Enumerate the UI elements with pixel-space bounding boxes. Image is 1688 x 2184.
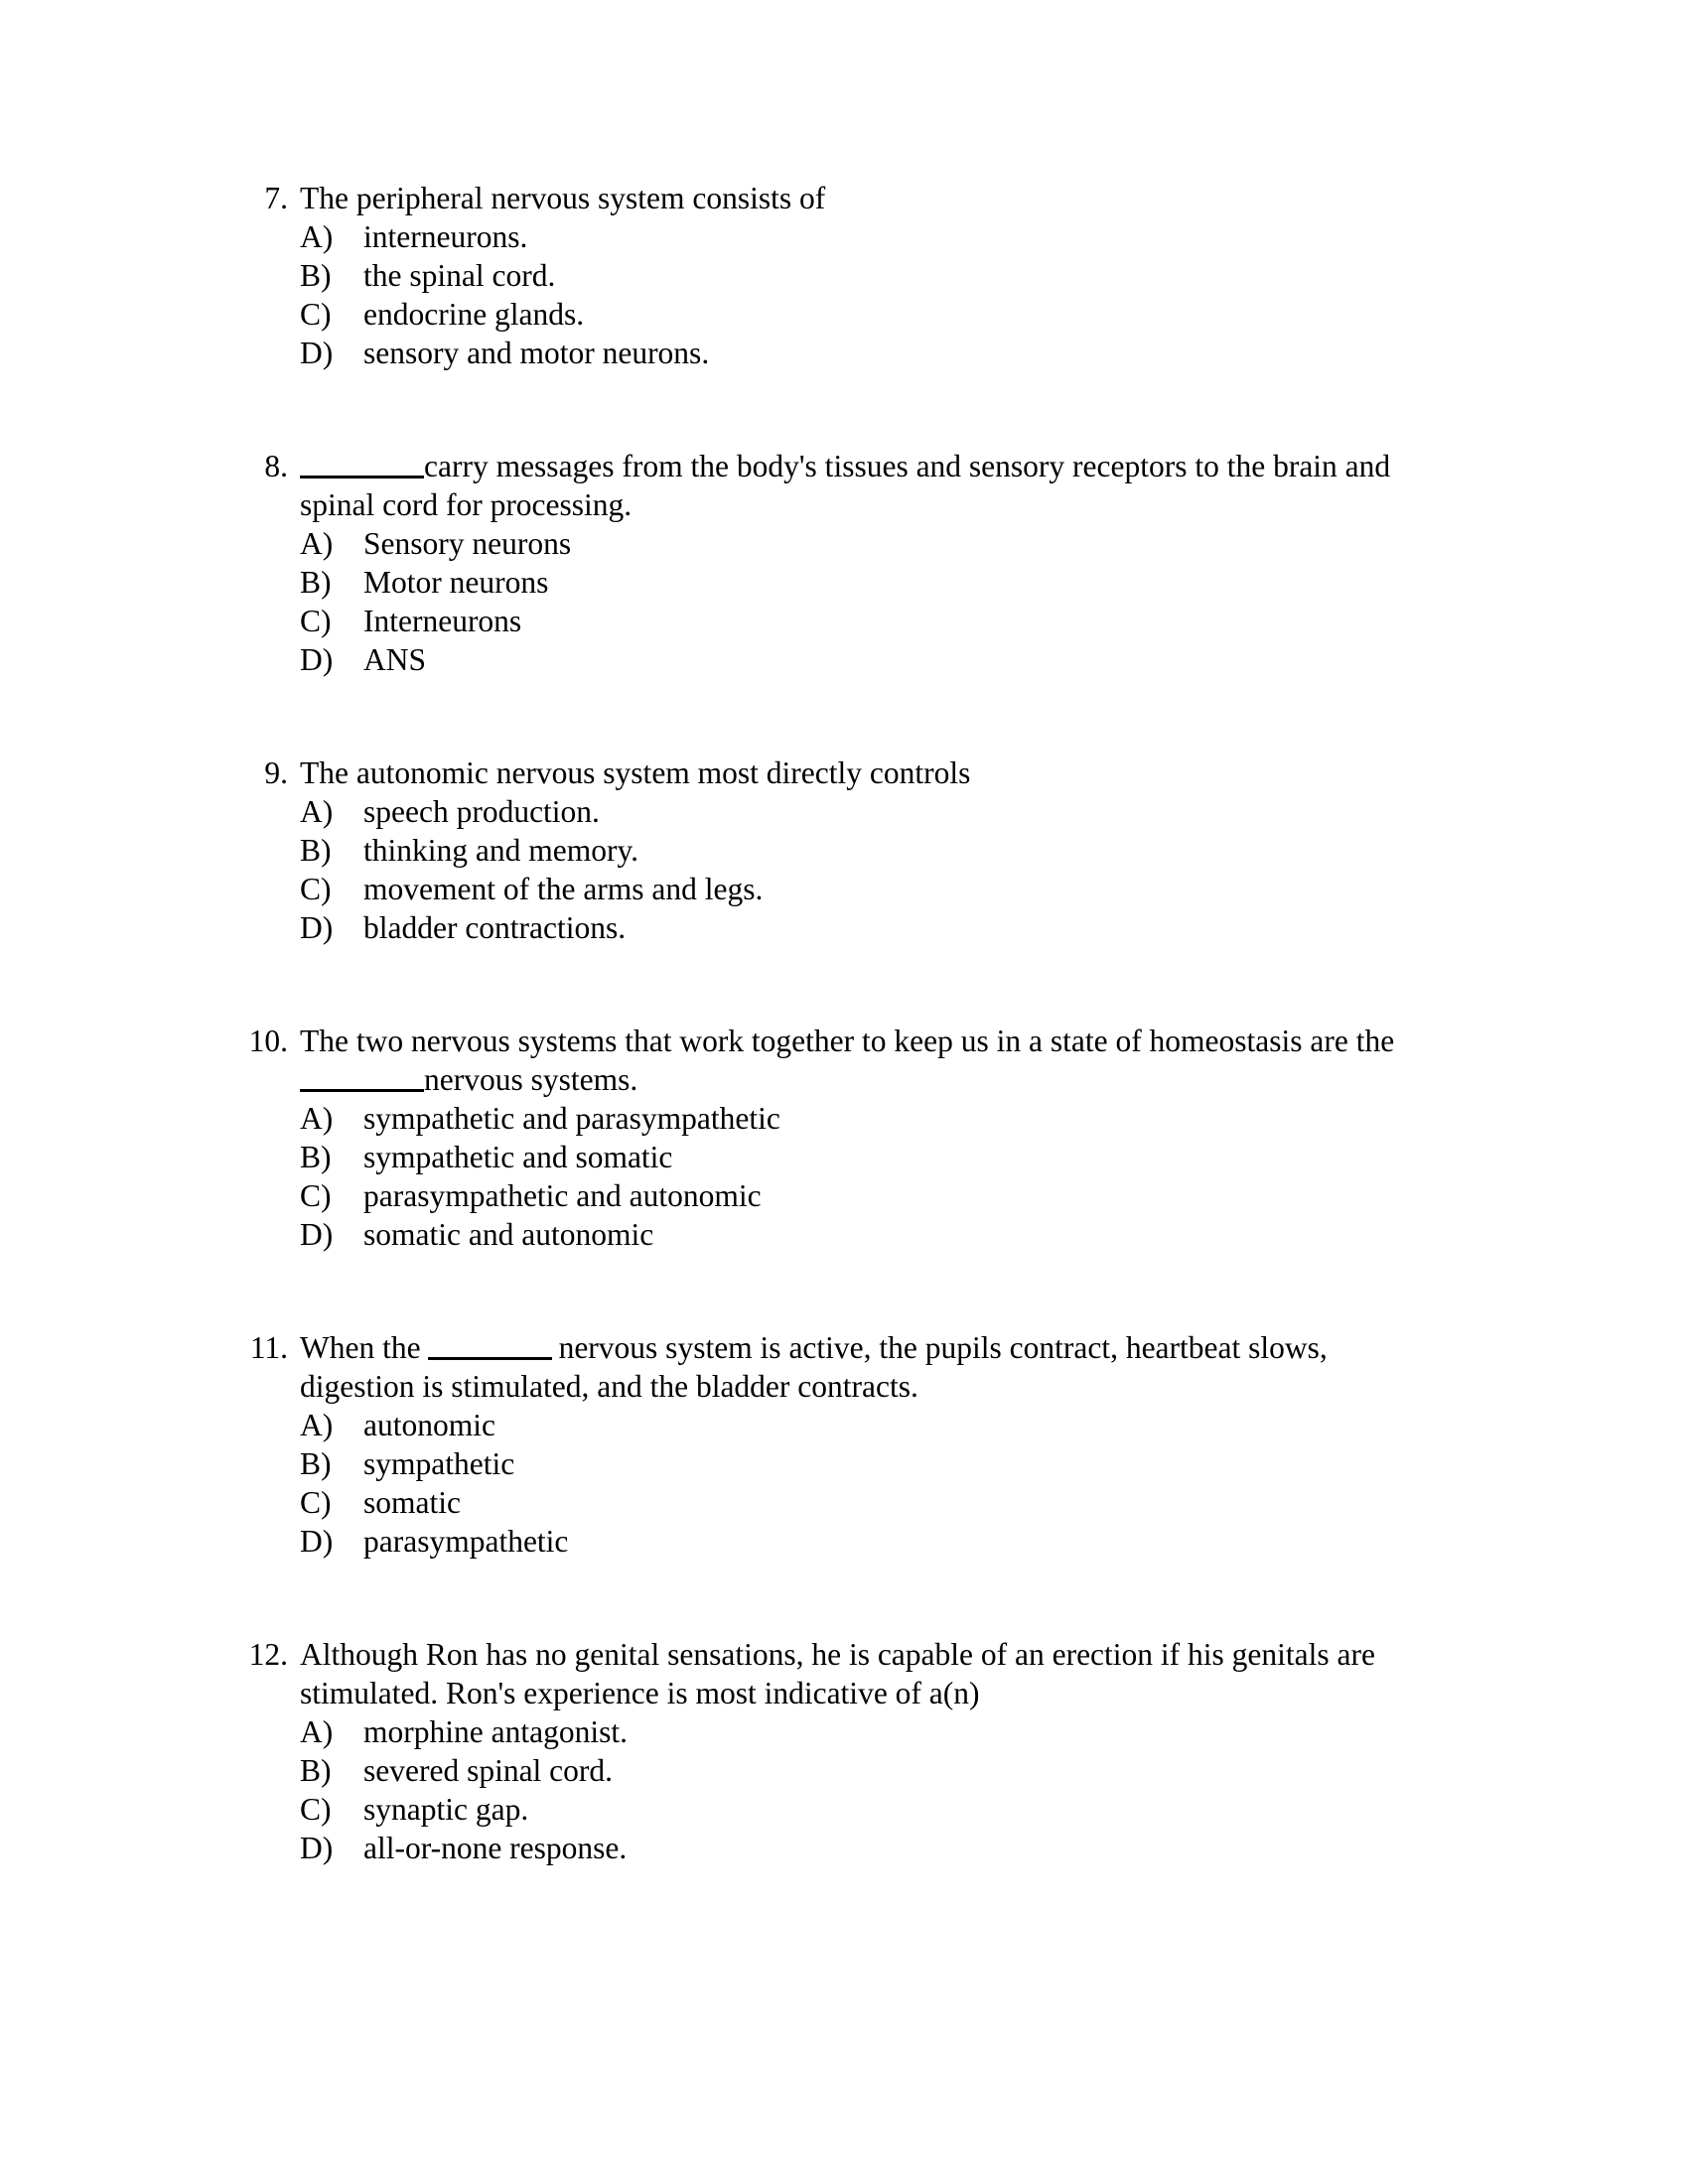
option-text: ANS xyxy=(363,642,427,677)
option-text: somatic xyxy=(363,1485,461,1520)
answer-option[interactable] xyxy=(236,1829,1438,1867)
answer-option[interactable] xyxy=(236,295,1438,334)
answer-option[interactable] xyxy=(236,602,1438,640)
answer-options xyxy=(236,217,1438,372)
question-number: 11. xyxy=(249,1330,288,1365)
question-stem-text xyxy=(300,1022,1438,1099)
option-text: sympathetic and somatic xyxy=(363,1140,673,1174)
fill-in-blank[interactable] xyxy=(300,1067,424,1092)
option-letter: A) xyxy=(300,1714,334,1749)
answer-option[interactable] xyxy=(236,256,1438,295)
option-letter: C) xyxy=(300,1178,332,1213)
option-text: Interneurons xyxy=(363,604,522,638)
answer-option[interactable] xyxy=(236,524,1438,563)
question-stem-text xyxy=(300,1328,1438,1406)
option-letter: D) xyxy=(300,642,334,677)
answer-option[interactable] xyxy=(236,1215,1438,1254)
answer-options xyxy=(236,1712,1438,1867)
option-letter: C) xyxy=(300,1792,332,1827)
option-letter: D) xyxy=(300,910,334,945)
option-text: bladder contractions. xyxy=(363,910,627,945)
option-text: somatic and autonomic xyxy=(363,1217,654,1252)
option-letter: D) xyxy=(300,1217,334,1252)
question-block xyxy=(236,447,1438,679)
option-letter: C) xyxy=(300,872,332,906)
option-text: severed spinal cord. xyxy=(363,1753,614,1788)
stem-text-after-blank: nervous system is active, the pupils contract, heartbeat slows, digestion is stimulated, and the bladder contracts. xyxy=(300,1330,1328,1404)
option-letter: A) xyxy=(300,794,334,829)
question-block xyxy=(236,1022,1438,1254)
option-letter: A) xyxy=(300,526,334,561)
question-stem xyxy=(236,1022,1438,1099)
stem-text-before-blank: Although Ron has no genital sensations, he is capable of an erection if his genitals are stimulated. Ron's experience is most indicative of a(n) xyxy=(300,1637,1375,1710)
option-text: the spinal cord. xyxy=(363,258,556,293)
option-letter: B) xyxy=(300,1140,332,1174)
answer-option[interactable] xyxy=(236,1138,1438,1176)
question-stem xyxy=(236,1328,1438,1406)
option-letter: A) xyxy=(300,219,334,254)
option-letter: D) xyxy=(300,1831,334,1865)
option-text: morphine antagonist. xyxy=(363,1714,628,1749)
option-text: Motor neurons xyxy=(363,565,549,600)
option-letter: D) xyxy=(300,1524,334,1559)
answer-option[interactable] xyxy=(236,640,1438,679)
stem-text-after-blank: carry messages from the body's tissues and sensory receptors to the brain and spinal cord for processing. xyxy=(300,449,1391,522)
answer-option[interactable] xyxy=(236,1099,1438,1138)
answer-option[interactable] xyxy=(236,870,1438,908)
option-letter: B) xyxy=(300,565,332,600)
option-letter: D) xyxy=(300,336,334,370)
option-text: synaptic gap. xyxy=(363,1792,529,1827)
question-block xyxy=(236,1328,1438,1561)
option-letter: B) xyxy=(300,833,332,868)
answer-options xyxy=(236,524,1438,679)
option-text: thinking and memory. xyxy=(363,833,639,868)
answer-option[interactable] xyxy=(236,1790,1438,1829)
option-letter: A) xyxy=(300,1408,334,1442)
question-stem xyxy=(236,1635,1438,1712)
option-text: movement of the arms and legs. xyxy=(363,872,764,906)
option-text: sympathetic and parasympathetic xyxy=(363,1101,780,1136)
option-text: Sensory neurons xyxy=(363,526,572,561)
question-block xyxy=(236,753,1438,947)
answer-option[interactable] xyxy=(236,1406,1438,1444)
answer-options xyxy=(236,1406,1438,1561)
answer-options xyxy=(236,1099,1438,1254)
question-stem-text xyxy=(300,753,1438,792)
answer-option[interactable] xyxy=(236,1483,1438,1522)
stem-text-before-blank: The two nervous systems that work together to keep us in a state of homeostasis are the xyxy=(300,1024,1395,1058)
question-stem-text xyxy=(300,179,1438,217)
option-text: sensory and motor neurons. xyxy=(363,336,710,370)
answer-option[interactable] xyxy=(236,792,1438,831)
question-stem-text xyxy=(300,447,1438,524)
question-number: 12. xyxy=(248,1637,288,1672)
answer-option[interactable] xyxy=(236,1176,1438,1215)
fill-in-blank[interactable] xyxy=(428,1335,552,1360)
question-number: 7. xyxy=(264,181,288,215)
answer-options xyxy=(236,792,1438,947)
answer-option[interactable] xyxy=(236,831,1438,870)
option-letter: B) xyxy=(300,1446,332,1481)
option-letter: B) xyxy=(300,1753,332,1788)
question-number: 10. xyxy=(248,1024,288,1058)
option-text: all-or-none response. xyxy=(363,1831,628,1865)
question-block xyxy=(236,179,1438,372)
stem-text-after-blank: nervous systems. xyxy=(424,1062,638,1097)
question-stem-text xyxy=(300,1635,1438,1712)
answer-option[interactable] xyxy=(236,563,1438,602)
question-stem xyxy=(236,447,1438,524)
stem-text-before-blank: The peripheral nervous system consists of xyxy=(300,181,826,215)
stem-text-before-blank: When the xyxy=(300,1330,421,1365)
answer-option[interactable] xyxy=(236,217,1438,256)
answer-option[interactable] xyxy=(236,1751,1438,1790)
option-text: endocrine glands. xyxy=(363,297,585,332)
question-stem xyxy=(236,179,1438,217)
question-number: 9. xyxy=(264,755,288,790)
option-letter: C) xyxy=(300,297,332,332)
option-letter: B) xyxy=(300,258,332,293)
question-list xyxy=(236,179,1438,1867)
option-text: autonomic xyxy=(363,1408,495,1442)
question-number: 8. xyxy=(264,449,288,483)
question-block xyxy=(236,1635,1438,1867)
option-text: parasympathetic and autonomic xyxy=(363,1178,762,1213)
answer-option[interactable] xyxy=(236,1444,1438,1483)
answer-option[interactable] xyxy=(236,334,1438,372)
option-letter: C) xyxy=(300,604,332,638)
answer-option[interactable] xyxy=(236,1712,1438,1751)
stem-text-before-blank: The autonomic nervous system most directly controls xyxy=(300,755,971,790)
option-text: interneurons. xyxy=(363,219,528,254)
option-text: sympathetic xyxy=(363,1446,515,1481)
option-letter: A) xyxy=(300,1101,334,1136)
option-letter: C) xyxy=(300,1485,332,1520)
option-text: speech production. xyxy=(363,794,600,829)
fill-in-blank[interactable] xyxy=(300,454,424,478)
answer-option[interactable] xyxy=(236,1522,1438,1561)
question-stem xyxy=(236,753,1438,792)
option-text: parasympathetic xyxy=(363,1524,569,1559)
answer-option[interactable] xyxy=(236,908,1438,947)
